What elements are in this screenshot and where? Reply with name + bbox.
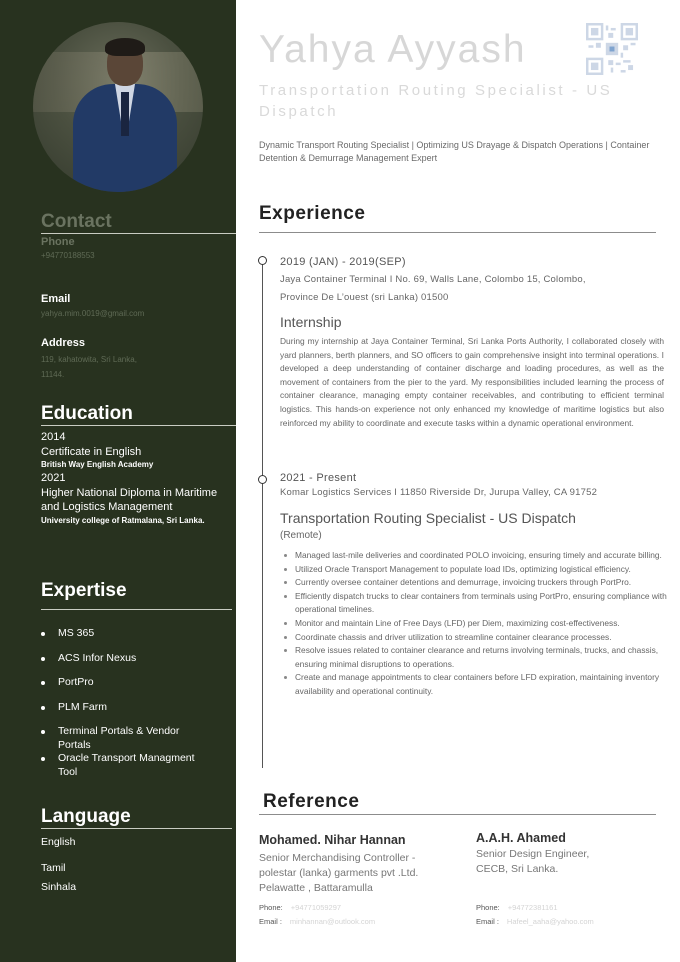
education-degree: Higher National Diploma in Maritime and Logistics Management (41, 486, 218, 513)
job-description: During my internship at Jaya Container Terminal, Sri Lanka Ports Authority, I collaborated closely with yard planners, berth planners, and SO officers to gain comprehensive insight into terminal operations. I developed a deep understanding of container discharge and loading procedures, as well as the movement of containers from the pier to the yard. My responsibilities included learning the process of container clearance, managing empty container receivables, and contributing to efficient terminal logistics. This hands-on experience not only enhanced my knowledge of maritime logistics but also reinforced my ability to coordinate and execute tasks within a dynamic operational environment. (280, 336, 664, 428)
list-item: Efficiently dispatch trucks to clear containers from terminals using PortPro, ensuring compliance with operational timelines. (283, 590, 667, 617)
reference-role-line-2: CECB, Sri Lanka. (476, 863, 559, 875)
job-dates: 2021 - Present (280, 472, 357, 484)
list-item: Resolve issues related to container clearance and returns involving terminals, trucks, and chassis, ensuring minimal disruptions to operations. (283, 644, 667, 671)
list-item: Managed last-mile deliveries and coordinated POLO invoicing, ensuring timely and accurate billing. (283, 549, 667, 563)
job-address-line-2: Province De L’ouest (sri Lanka) 01500 (280, 292, 449, 303)
language-divider (41, 828, 232, 829)
phone-label: Phone (41, 236, 75, 248)
address-line-1: 119, kahatowita, Sri Lanka, (41, 355, 137, 364)
job-work-mode: (Remote) (280, 530, 322, 541)
timeline-dot (258, 256, 267, 265)
list-item: Tamil (41, 862, 66, 874)
list-item: Oracle Transport Managment Tool (41, 752, 201, 779)
list-item: English (41, 836, 76, 848)
job-dates: 2019 (JAN) - 2019(SEP) (280, 256, 406, 268)
education-institution: British Way English Academy (41, 460, 154, 469)
email-value: Hafeel_aaha@yahoo.com (506, 917, 594, 926)
list-item: PLM Farm (41, 701, 201, 715)
language-heading: Language (41, 806, 131, 827)
email-value: yahya.mim.0019@gmail.com (41, 309, 145, 318)
list-item: ACS Infor Nexus (41, 652, 201, 666)
list-item: Sinhala (41, 881, 77, 893)
reference-role-line-3: Pelawatte , Battaramulla (259, 882, 373, 894)
expertise-divider (41, 609, 232, 610)
reference-email (476, 915, 594, 929)
phone-label: Phone: (476, 903, 500, 912)
contact-divider (41, 233, 236, 234)
education-year: 2014 (41, 431, 66, 443)
email-value: minhannan@outlook.com (289, 917, 376, 926)
phone-value: +94772381161 (507, 903, 558, 912)
sidebar (0, 0, 236, 962)
email-label: Email : (259, 917, 282, 926)
email-label: Email (41, 293, 71, 305)
education-list (41, 430, 231, 527)
phone-label: Phone: (259, 903, 283, 912)
list-item: Utilized Oracle Transport Management to populate load IDs, optimizing logistical efficiency. (283, 563, 667, 577)
list-item: Terminal Portals & Vendor Portals (41, 725, 191, 752)
reference-phone (259, 901, 341, 915)
reference-name: A.A.H. Ahamed (476, 831, 566, 845)
qr-code-icon (586, 23, 638, 75)
address-label: Address (41, 337, 86, 349)
education-year: 2021 (41, 472, 66, 484)
expertise-heading: Expertise (41, 580, 127, 601)
profile-summary: Dynamic Transport Routing Specialist | Optimizing US Drayage & Dispatch Operations | Container Detention & Demurrage Management Expert (259, 140, 650, 163)
experience-divider (259, 232, 656, 233)
reference-role-line-1: Senior Merchandising Controller - (259, 852, 416, 864)
timeline-dot (258, 475, 267, 484)
job-address-line-1: Jaya Container Terminal I No. 69, Walls Lane, Colombo 15, Colombo, (280, 274, 586, 285)
list-item: Currently oversee container detentions and demurrage, invoicing truckers through PortPro. (283, 576, 667, 590)
email-label: Email : (476, 917, 499, 926)
list-item: PortPro (41, 676, 201, 690)
profile-photo (33, 22, 203, 192)
reference-name: Mohamed. Nihar Hannan (259, 833, 406, 847)
job-responsibilities (283, 549, 667, 699)
education-divider (41, 425, 236, 426)
candidate-title: Transportation Routing Specialist - US Dispatch (259, 82, 613, 120)
reference-phone (476, 901, 558, 915)
reference-email (259, 915, 375, 929)
list-item: Coordinate chassis and driver utilization to streamline container clearance processes. (283, 631, 667, 645)
reference-heading: Reference (263, 791, 360, 812)
education-heading: Education (41, 403, 133, 424)
job-address-line-1: Komar Logistics Services I 11850 Riverside Dr, Jurupa Valley, CA 91752 (280, 487, 598, 498)
reference-role-line-1: Senior Design Engineer, (476, 848, 590, 860)
education-institution: University college of Ratmalana, Sri Lanka. (41, 515, 205, 525)
expertise-list (41, 627, 201, 790)
language-list (41, 836, 76, 900)
list-item: Create and manage appointments to clear containers before LFD expiration, maintaining inventory availability and operational continuity. (283, 671, 667, 698)
job-title: Internship (280, 314, 342, 330)
list-item: MS 365 (41, 627, 201, 641)
list-item: Monitor and maintain Line of Free Days (LFD) per Diem, maximizing cost-effectiveness. (283, 617, 667, 631)
job-title: Transportation Routing Specialist - US Dispatch (280, 510, 576, 526)
reference-divider (259, 814, 656, 815)
timeline-line (262, 262, 263, 768)
reference-role-line-2: polestar (lanka) garments pvt .Ltd. (259, 867, 419, 879)
contact-heading: Contact (41, 211, 112, 232)
phone-value: +94771059297 (290, 903, 342, 912)
address-line-2: 11144. (41, 370, 65, 379)
education-degree: Certificate in English (41, 445, 142, 458)
phone-value: +94770188553 (41, 251, 95, 260)
candidate-name: Yahya Ayyash (259, 28, 527, 71)
experience-heading: Experience (259, 203, 366, 224)
